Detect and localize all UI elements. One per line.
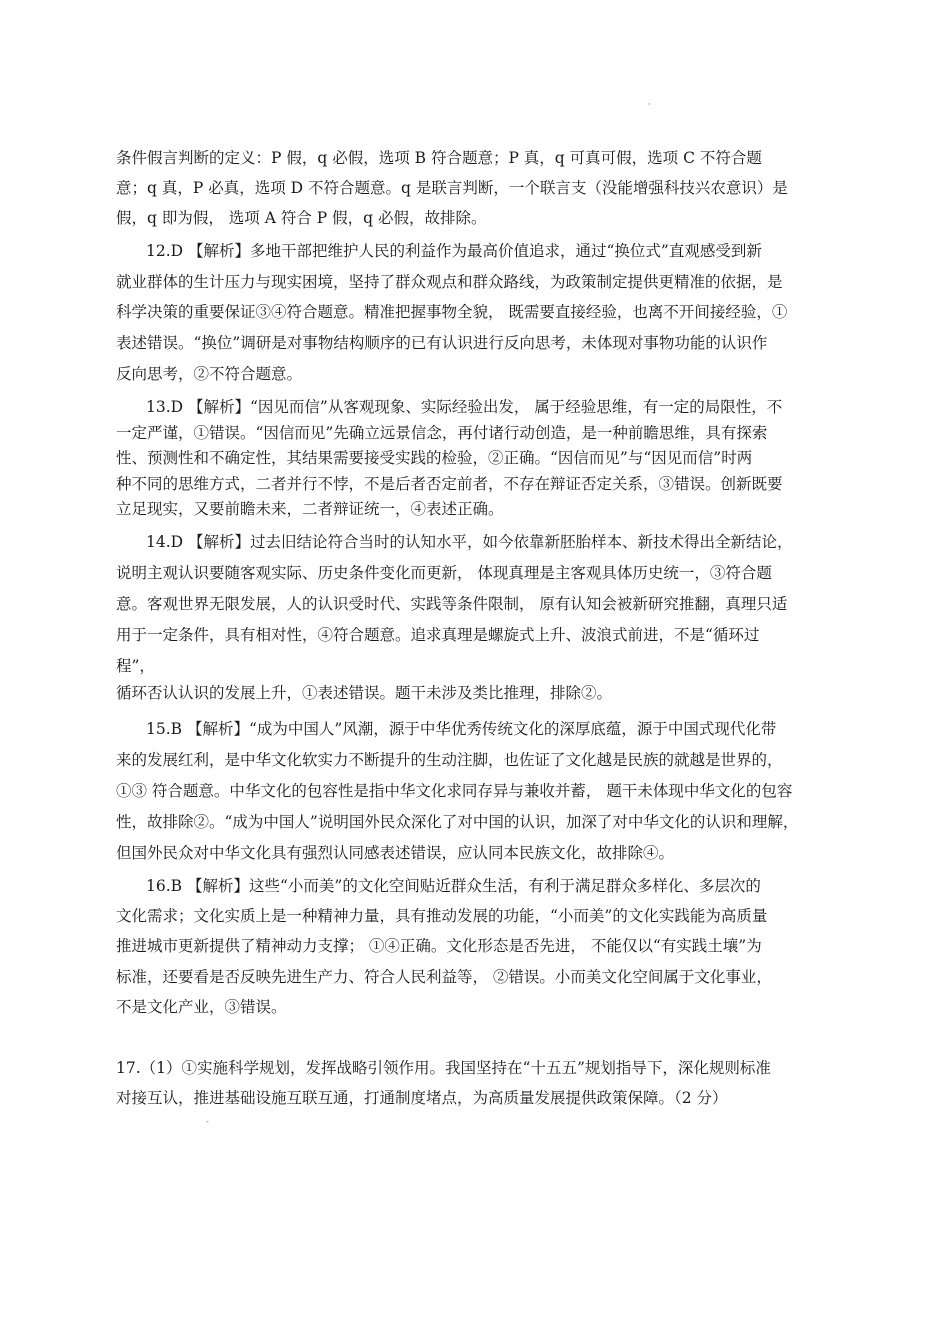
scan-speck: -	[206, 1117, 209, 1126]
text-line: 但国外民众对中华文化具有强烈认同感表述错误，应认同本民族文化，故排除④。	[116, 844, 675, 862]
text-line: 种不同的思维方式，二者并行不悖，不是后者否定前者，不存在辩证否定关系，③错误。创新既要	[116, 475, 783, 493]
text-line: 条件假言判断的定义：P 假，q 必假，选项 B 符合题意；P 真，q 可真可假，选项 C 不符合题	[116, 149, 762, 167]
text-line: 用于一定条件，具有相对性，④符合题意。追求真理是螺旋式上升、波浪式前进，不是“循环过	[116, 626, 760, 644]
answer-13-line: 13.D 【解析】“因见而信”从客观现象、实际经验出发， 属于经验思维，有一定的局限性，不	[146, 398, 783, 416]
text-line: 假，q 即为假， 选项 A 符合 P 假，q 必假，故排除。	[116, 209, 487, 227]
text-line: 意。客观世界无限发展，人的认识受时代、实践等条件限制， 原有认知会被新研究推翻，真理只适	[116, 595, 788, 613]
text-line: 循环否认认识的发展上升，①表述错误。题干未涉及类比推理，排除②。	[116, 684, 613, 702]
text-line: 标准，还要看是否反映先进生产力、符合人民利益等， ②错误。小而美文化空间属于文化事业，	[116, 968, 772, 986]
text-line: 程”，	[116, 657, 155, 675]
answer-17-line: 17.（1）①实施科学规划，发挥战略引领作用。我国坚持在“十五五”规划指导下，深化规则标准	[116, 1059, 771, 1077]
answer-14-line: 14.D 【解析】过去旧结论符合当时的认知水平，如今依靠新胚胎样本、新技术得出全新结论，	[146, 533, 793, 551]
text-line: 表述错误。“换位”调研是对事物结构顺序的已有认识进行反向思考，未体现对事物功能的认识作	[116, 334, 768, 352]
text-line: 立足现实，又要前瞻未来，二者辩证统一，④表述正确。	[116, 500, 504, 518]
scan-speck: ·	[648, 100, 651, 109]
text-line: 科学决策的重要保证③④符合题意。精准把握事物全貌， 既需要直接经验，也离不开间接经验，①	[116, 303, 788, 321]
text-line: ①③ 符合题意。中华文化的包容性是指中华文化求同存异与兼收并蓄， 题干未体现中华文化的包容	[116, 782, 793, 800]
text-line: 一定严谨，①错误。“因信而见”先确立远景信念，再付诸行动创造，是一种前瞻思维，具有探索	[116, 424, 768, 442]
text-line: 不是文化产业，③错误。	[116, 998, 287, 1016]
text-line: 就业群体的生计压力与现实困境，坚持了群众观点和群众路线，为政策制定提供更精准的依据，是	[116, 273, 783, 291]
answer-16-line: 16.B 【解析】这些“小而美”的文化空间贴近群众生活，有利于满足群众多样化、多层次的	[146, 877, 761, 895]
text-line: 说明主观认识要随客观实际、历史条件变化而更新， 体现真理是主客观具体历史统一，③符合题	[116, 564, 772, 582]
text-line: 反向思考，②不符合题意。	[116, 365, 303, 383]
text-line: 来的发展红利，是中华文化软实力不断提升的生动注脚，也佐证了文化越是民族的就越是世界的，	[116, 751, 783, 769]
text-line: 意；q 真，P 必真，选项 D 不符合题意。q 是联言判断，一个联言支（没能增强科技兴农意识）是	[116, 179, 788, 197]
text-line: 文化需求；文化实质上是一种精神力量，具有推动发展的功能，“小而美”的文化实践能为高质量	[116, 907, 768, 925]
text-line: 性、预测性和不确定性，其结果需要接受实践的检验，②正确。“因信而见”与“因见而信”时两	[116, 449, 753, 467]
text-line: 推进城市更新提供了精神动力支撑； ①④正确。文化形态是否先进， 不能仅以“有实践土壤”为	[116, 937, 762, 955]
text-line: 对接互认，推进基础设施互联互通，打通制度堵点，为高质量发展提供政策保障。（2 分）	[116, 1089, 728, 1107]
answer-12-line: 12.D 【解析】多地干部把维护人民的利益作为最高价值追求，通过“换位式”直观感受到新	[146, 242, 762, 260]
text-line: 性，故排除②。“成为中国人”说明国外民众深化了对中国的认识，加深了对中华文化的认识和理解，	[116, 813, 799, 831]
answer-15-line: 15.B 【解析】“成为中国人”风潮，源于中华优秀传统文化的深厚底蕴，源于中国式现代化带	[146, 720, 777, 738]
